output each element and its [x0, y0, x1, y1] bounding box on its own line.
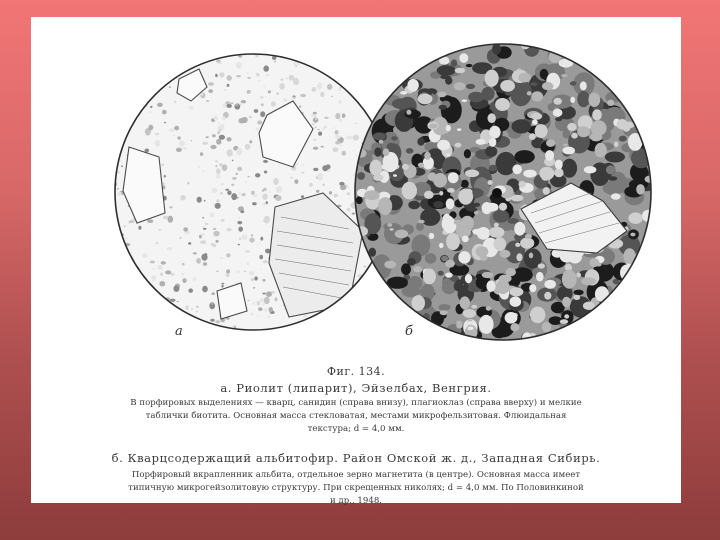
panel-a-label: а [175, 324, 183, 339]
caption-b-heading: б. Кварцсодержащий альбитофир. Район Омской ж. д., Западная Сибирь. [111, 451, 601, 465]
panel-b-label: б [405, 324, 413, 339]
thin-section-a [114, 53, 391, 339]
magnetite-grain [492, 188, 502, 198]
caption-a-heading: а. Риолит (липарит), Эйзелбах, Венгрия. [220, 381, 492, 395]
caption-b-line: типичную микрогейзолитовую структуру. При скрещенных николях; d = 4,0 мм. По Половинкиной [128, 483, 584, 493]
caption-a-line: таблички биотита. Основная масса стекловатая, местами микрофельзитовая. Флюидальная [145, 411, 567, 421]
figure-title: Фиг. 134. [326, 365, 386, 378]
micrograph-figure [31, 17, 681, 357]
caption-b-line: и др., 1948. [329, 496, 383, 506]
caption-b-line: Порфировый вкрапленник альбита, отдельное зерно магнетита (в центре). Основная масса имеет [131, 470, 581, 480]
caption-a-line: В порфировых выделениях — кварц, санидин (справа внизу), плагиоклаз (справа вверху) и мелкие [130, 398, 582, 408]
figure-caption [31, 357, 681, 506]
figure-sheet [31, 17, 681, 506]
thin-section-b [354, 42, 657, 344]
caption-a-line: текстура; d = 4,0 мм. [307, 424, 405, 434]
